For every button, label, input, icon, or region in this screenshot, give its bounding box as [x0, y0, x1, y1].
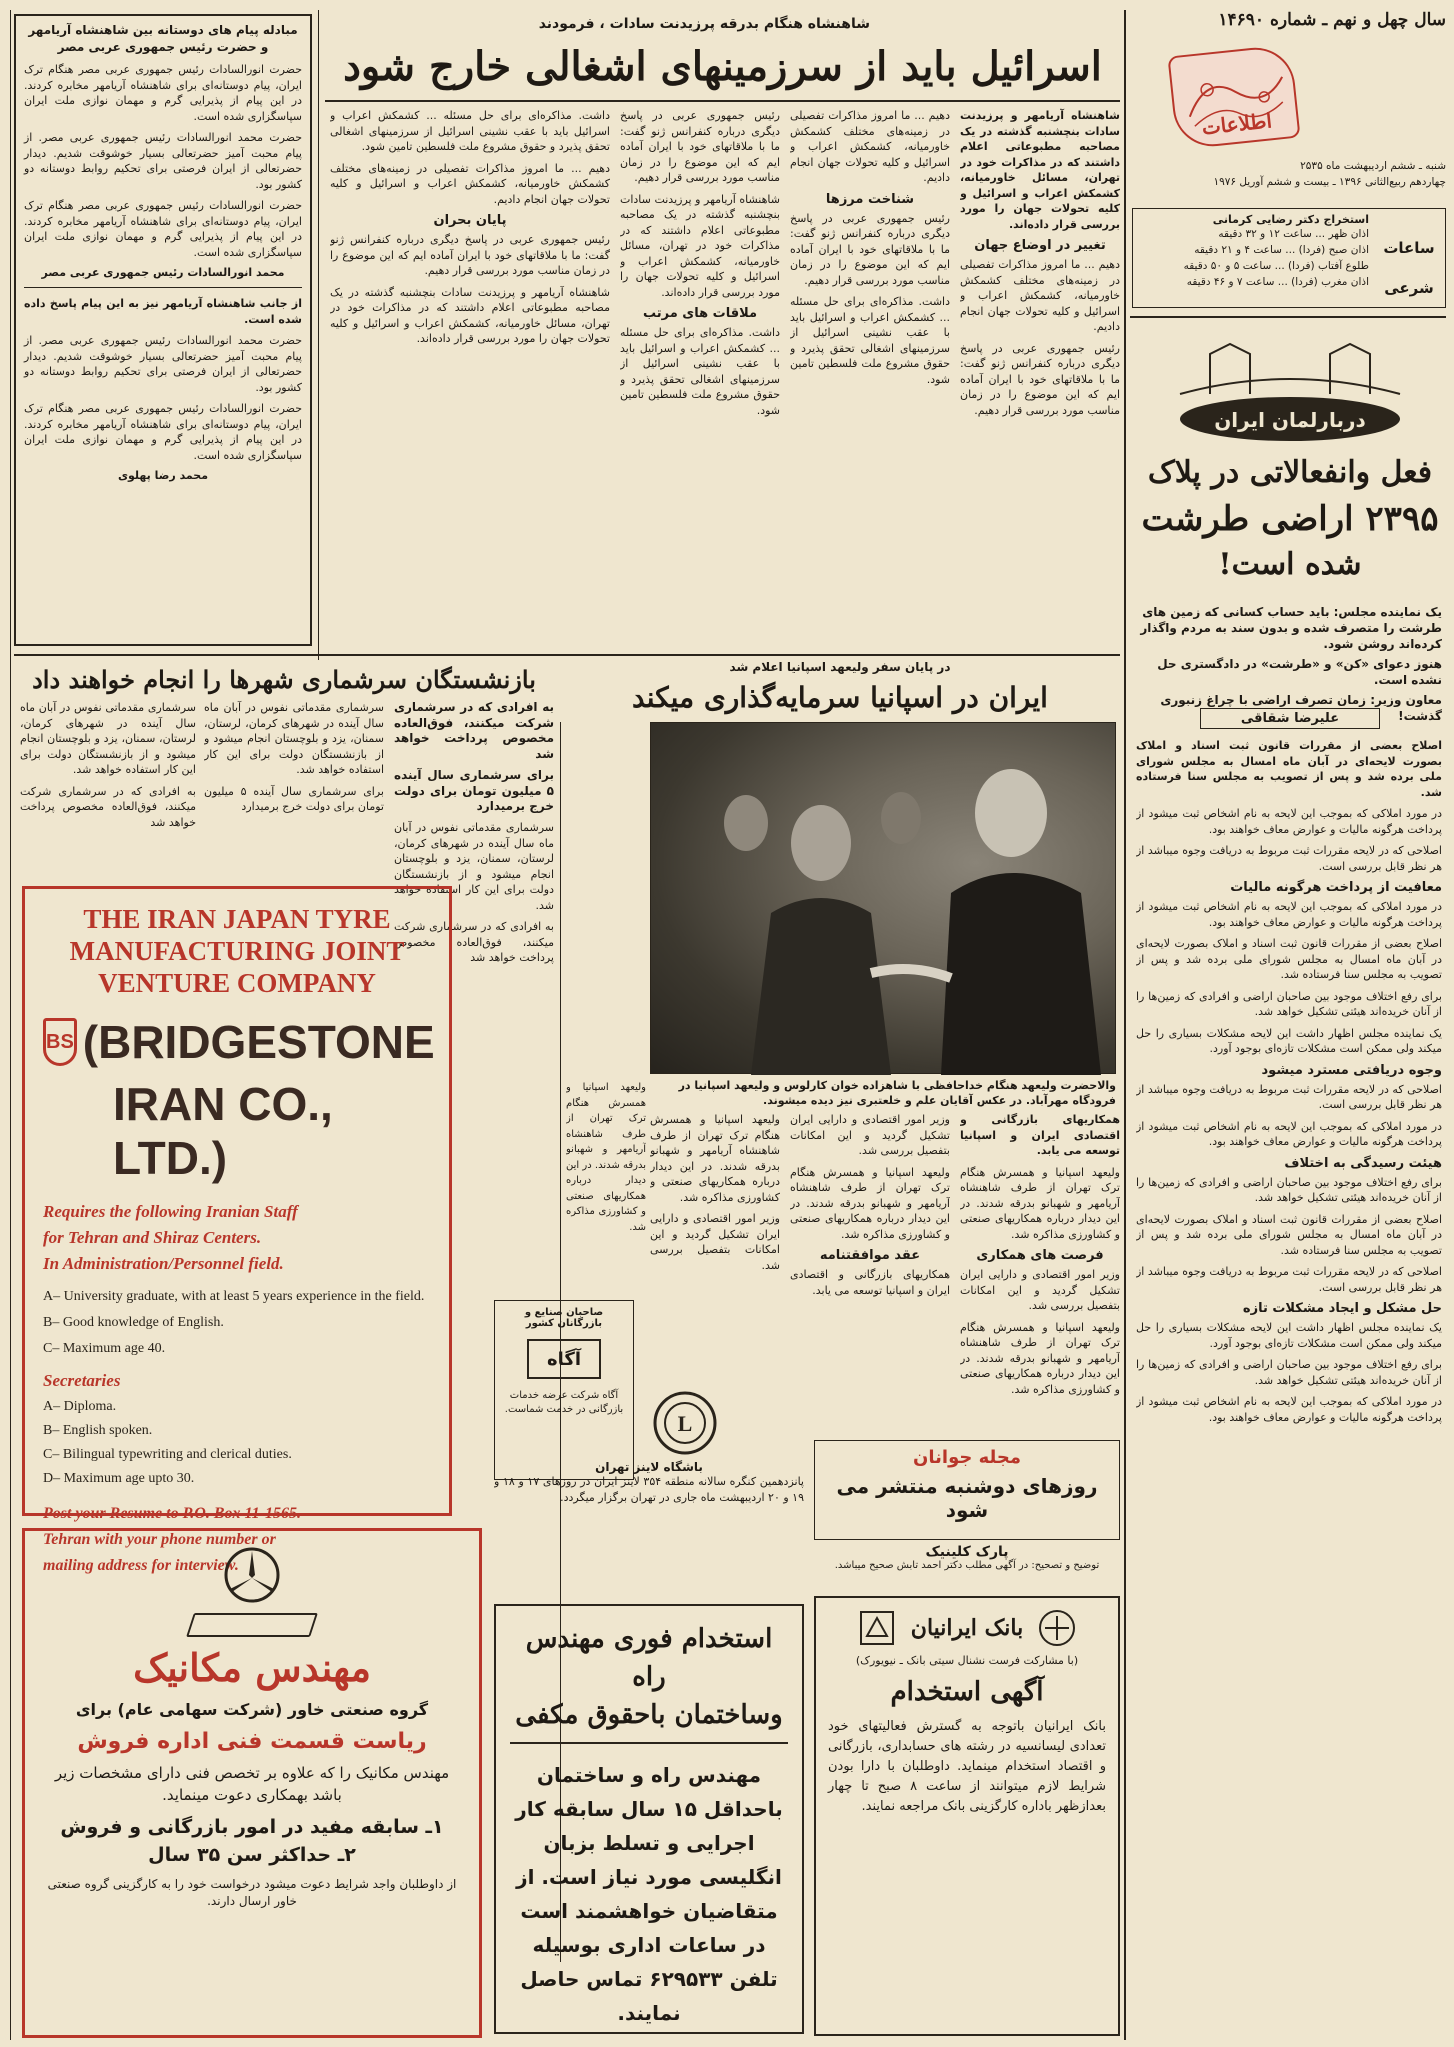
mechanical-engineer-ad [22, 1528, 482, 2038]
parliament-body-4c: اصلاحی که در لایحه مقررات ثبت مربوط به دریافت وجوه میباشد از هر نظر قابل بررسی است. [1136, 1265, 1442, 1294]
ad-requires-2: for Tehran and Shiraz Centers. [43, 1228, 262, 1247]
parliament-body-4: برای رفع اختلاف موجود بین صاحبان اراضی و افرادی که زمین‌ها را از آنان خریده‌اند هیئتی تشکیل خواهد شد. [1136, 1175, 1442, 1204]
ad-line-2: MANUFACTURING JOINT [69, 936, 405, 966]
road-headline-2: وساختمان باحقوق مکفی [510, 1696, 788, 1744]
parliament-sub-2: وجوه دریافتی مسترد میشود [1261, 1062, 1442, 1078]
parliament-body-5b: برای رفع اختلاف موجود بین صاحبان اراضی و افرادی که زمین‌ها را از آنان خریده‌اند هیئتی تشکیل خواهد شد. [1136, 1358, 1442, 1387]
lions-logo [652, 1390, 718, 1456]
mech-headline: مهندس مکانیک [133, 1645, 371, 1690]
bank-body: بانک ایرانیان باتوجه به گسترش فعالیتهای خود تعدادی لیسانسیه در رشته های حسابداری، بازرگانی و اقتصاد استخدام مینماید. داوطلبان با دارا بودن شرایط لازم میتوانند از ساعت ۸ صبح تا چهار بعدازظهر باداره کارگزینی بانک مراجعه نمایند. [828, 1719, 1106, 1814]
magazine-ad [814, 1440, 1120, 1540]
pensioners-body: سرشماری مقدماتی نفوس در آبان ماه سال آینده در شهرهای کرمان، لرستان، سمنان، یزد و بلوچستان انجام میشود و از بازنشستگان دولت برای این کار استفاده خواهد شد. [204, 701, 384, 776]
ad-req-c: C– Maximum age 40. [43, 1341, 166, 1356]
mech-footer: از داوطلبان واجد شرایط دعوت میشود درخواست خود را به کارگزینی گروه صنعتی خاور ارسال دارند. [47, 1877, 457, 1908]
prayer-label-bottom: شرعی [1384, 279, 1434, 297]
main-story-col-1 [960, 108, 1120, 658]
pensioners-body-e: سرشماری مقدماتی نفوس در آبان ماه سال آینده در شهرهای کرمان، لرستان، سمنان، یزد و بلوچستان انجام میشود و از بازنشستگان دولت برای این کار استفاده خواهد شد. [394, 821, 554, 912]
ad-req-a: A– University graduate, with at least 5 years experience in the field. [43, 1289, 425, 1304]
aga-logo [527, 1339, 601, 1379]
ad-post-1: Post your Resume to P.O. Box 11-1565. [43, 1505, 301, 1522]
aga-title: صاحبان صنایع و بازرگانان کشور [524, 1307, 604, 1329]
message-box [14, 14, 312, 646]
main-subhead-b: شناخت مرزها [825, 191, 915, 207]
prayer-row: اذان ظهر ... ساعت ۱۲ و ۳۲ دقیقه [1218, 228, 1369, 240]
parliament-sub-1: معافیت از پرداخت هرگونه مالیات [1230, 880, 1442, 895]
aga-ad [494, 1300, 634, 1480]
spain-kicker: در پایان سفر ولیعهد اسپانیا اعلام شد [729, 660, 951, 674]
truck-emblem-icon [186, 1613, 318, 1637]
bank-ad [814, 1596, 1120, 2036]
ad-req-b: B– Good knowledge of English. [43, 1315, 224, 1330]
main-col-4-text: داشت. مذاکره‌ای برای حل مسئله ... کشمکش اعراب و اسرائیل باید با عقب نشینی اسرائیل از سرزمینهای اشغالی تحقق پذیرد و حقوق مشروع ملت فلسطین تامین شود. [330, 109, 610, 153]
spain-sub-2: عقد موافقتنامه [819, 1248, 921, 1263]
parliament-body-4b: اصلاح بعضی از مقررات قانون ثبت اسناد و املاک بصورت لایحه‌ای در آبان ماه امسال به مجلس شورای ملی برده شد و پس از تصویب به مجلس سنا فرستاده شد. [1136, 1212, 1442, 1257]
masthead [1130, 10, 1446, 210]
ad-sec-a: A– Diploma. [43, 1399, 117, 1414]
ad-brand-2: IRAN CO., LTD.) [113, 1078, 333, 1184]
spain-col-1-text-d: ولیعهد اسپانیا و همسرش هنگام ترک تهران از طرف شاهنشاه آریامهر و شهبانو بدرقه شدند. در این دیدار درباره همکاریهای صنعتی و کشاورزی مذاکره شد. [960, 1320, 1120, 1396]
message-box-signature: محمد انورالسادات رئیس جمهوری عربی مصر [41, 266, 285, 279]
mercedes-logo [222, 1545, 282, 1605]
ad-brand: (BRIDGESTONE [82, 1016, 435, 1068]
main-col-4-text-c: رئیس جمهوری عربی در پاسخ دیگری درباره کنفرانس ژنو گفت: ما با ملاقاتهای خود با ایران آماده ایم که این موضوع را در زمان مناسب مورد بررسی قرار دهیم. [330, 233, 610, 277]
parliament-body-5c: در مورد املاکی که بموجب این لایحه به نام اشخاص ثبت میشود از پرداخت هرگونه مالیات و عوارض معاف خواهند بود. [1136, 1395, 1442, 1424]
road-engineer-ad [494, 1604, 804, 2034]
parliament-body-2b: اصلاح بعضی از مقررات قانون ثبت اسناد و املاک بصورت لایحه‌ای در آبان ماه امسال به مجلس شورای ملی برده شد و پس از تصویب به مجلس سنا فرستاده شد. [1136, 937, 1442, 981]
ad-post-2: Tehran with your phone number or [43, 1531, 276, 1548]
prayer-row: طلوع آفتاب (فردا) ... ساعت ۵ و ۵۰ دقیقه [1183, 260, 1369, 272]
spain-caption: والاحضرت ولیعهد هنگام خداحافظی با شاهزاده خوان کارلوس و ولیعهد اسپانیا در فرودگاه مهرآباد. در عکس آقایان علم و خلعتبری نیز دیده میشوند. [678, 1079, 1116, 1107]
message-box-reply-body: حضرت محمد انورالسادات رئیس جمهوری عربی مصر. از پیام محبت آمیز حضرتعالی بسیار خوشوقت شدیم. دیدار حضرتعالی از ایران فرصتی برای تحکیم روابط دوستانه دو کشور بود. [24, 334, 302, 394]
ad-sec-c: C– Bilingual typewriting and clerical duties. [43, 1447, 292, 1462]
date-line-1: شنبه ـ ششم اردیبهشت ماه ۲۵۳۵ [1300, 160, 1446, 172]
main-col-1-text-c: رئیس جمهوری عربی در پاسخ دیگری درباره کنفرانس ژنو گفت: ما با ملاقاتهای خود با ایران آماده ایم که این موضوع را در زمان مناسب مورد بررسی قرار دهیم. [960, 341, 1120, 417]
bank-headline: آگهی استخدام [890, 1677, 1044, 1707]
main-story-col-3 [620, 108, 780, 658]
main-col-4-text-b: دهیم ... ما امروز مذاکرات تفصیلی در زمینه‌های مختلف کشمکش خاورمیانه، کشمکش اعراب و اسرائیل و کلیه تحولات جهان انجام دادیم. [330, 161, 610, 206]
bs-logo-icon [43, 1018, 77, 1066]
handshake-photo-icon [651, 723, 1117, 1075]
masthead-logo [1167, 44, 1300, 150]
parliament-bullet-3: معاون وزیر: زمان تصرف اراضی با چراغ زنبوری گذشت! [1160, 693, 1442, 723]
main-col-3-text-c: داشت. مذاکره‌ای برای حل مسئله ... کشمکش اعراب و اسرائیل باید با عقب نشینی اسرائیل از سرزمینهای اشغالی تحقق پذیرد و حقوق مشروع ملت فلسطین تامین شود. [620, 326, 780, 417]
parliament-sub-4: حل مشکل و ایجاد مشکلات تازه [1242, 1301, 1442, 1316]
main-col-2-text: دهیم ... ما امروز مذاکرات تفصیلی در زمینه‌های مختلف کشمکش خاورمیانه، کشمکش اعراب و اسرائیل و کلیه تحولات جهان انجام دادیم. [790, 109, 950, 184]
parliament-banner-label: دربارلمان ایران [1214, 408, 1366, 432]
ad-secretaries: Secretaries [43, 1371, 121, 1390]
pensioners-body-d: به افرادی که در سرشماری شرکت میکنند، فوق‌العاده مخصوص پرداخت خواهد شد [20, 784, 196, 829]
bank-name: بانک ایرانیان [910, 1615, 1024, 1641]
message-box-body-2: حضرت محمد انورالسادات رئیس جمهوری عربی مصر. از پیام محبت آمیز حضرتعالی بسیار خوشوقت شدیم. دیدار حضرتعالی از ایران فرصتی برای تحکیم روابط دوستانه دو کشور بود. [24, 131, 302, 191]
clinic-title: پارک کلینیک [925, 1544, 1009, 1560]
spain-col-1-text-b: ولیعهد اسپانیا و همسرش هنگام ترک تهران از طرف شاهنشاه آریامهر و شهبانو بدرقه شدند. در این دیدار درباره همکاریهای صنعتی و کشاورزی مذاکره شد. [960, 1165, 1120, 1241]
lions-club-icon [652, 1390, 718, 1456]
spain-headline: ایران در اسپانیا سرمایه‌گذاری میکند [632, 681, 1048, 714]
logo-wordmark: اطلاعات [1200, 108, 1274, 140]
spain-col-4-text: ولیعهد اسپانیا و همسرش هنگام ترک تهران از طرف شاهنشاه آریامهر و شهبانو بدرقه شدند. در این دیدار درباره همکاریهای صنعتی و کشاورزی مذاکره شد. [566, 1082, 646, 1233]
message-box-body-3: حضرت انورالسادات رئیس جمهوری عربی مصر هنگام ترک ایران، پیام دوستانه‌ای برای شاهنشاه آریامهر مخابره کردند. در این پیام از پذیرایی گرم و مهمان نوازی ملت ایران سپاسگزاری شده است. [24, 199, 302, 259]
parliament-body-3: اصلاحی که در لایحه مقررات ثبت مربوط به دریافت وجوه میباشد از هر نظر قابل بررسی است. [1136, 1082, 1442, 1111]
svg-text:L: L [677, 1411, 693, 1436]
spain-col-2-text-b: ولیعهد اسپانیا و همسرش هنگام ترک تهران از طرف شاهنشاه آریامهر و شهبانو بدرقه شدند. در این دیدار درباره همکاریهای صنعتی و کشاورزی مذاکره شد. [790, 1165, 950, 1241]
lions-body: پانزدهمین کنگره سالانه منطقه ۳۵۴ لاینز ایران در روزهای ۱۷ و ۱۸ و ۱۹ و ۲۰ اردیبهشت ماه جاری در تهران برگزار میگردد. [494, 1475, 804, 1504]
ad-post-3: mailing address for interview. [43, 1557, 239, 1574]
main-col-1-text-b: دهیم ... ما امروز مذاکرات تفصیلی در زمینه‌های مختلف کشمکش خاورمیانه، کشمکش اعراب و اسرائیل و کلیه تحولات جهان انجام دادیم. [960, 258, 1120, 333]
parliament-byline: علیرضا شقاقی [1200, 708, 1380, 729]
ad-sec-b: B– English spoken. [43, 1423, 153, 1438]
message-box-title: مبادله پیام های دوستانه بین شاهنشاه آریامهر و حضرت رئیس جمهوری عربی مصر [28, 23, 298, 54]
parliament-headline-1: فعل وانفعالاتی در پلاک [1147, 455, 1433, 490]
pensioners-bullet-1: به افرادی که در سرشماری شرکت میکنند، فوق‌العاده مخصوص پرداخت خواهد شد [394, 700, 554, 761]
parliament-body-2d: یک نماینده مجلس اظهار داشت این لایحه مشکلات بسیاری را حل میکند ولی ممکن است مشکلات تازه‌ای بوجود آورد. [1136, 1026, 1442, 1055]
spain-col-1-text-c: وزیر امور اقتصادی و دارایی ایران تشکیل گردید و این امکانات بتفصیل بررسی شد. [960, 1268, 1120, 1312]
spain-col-3-text-b: وزیر امور اقتصادی و دارایی ایران تشکیل گردید و این امکانات بتفصیل بررسی شد. [650, 1212, 780, 1272]
spain-col-2-text-c: همکاریهای بازرگانی و اقتصادی ایران و اسپانیا توسعه می یابد. [790, 1268, 950, 1297]
main-subhead-c: ملاقات های مرتب [642, 306, 758, 321]
road-body: مهندس راه و ساختمان باحداقل ۱۵ سال سابقه کار اجرایی و تسلط بزبان انگلیسی مورد نیاز است. از متقاضیان خواهشمند است در ساعات اداری بوسیله تلفن ۶۲۹۵۳۳ تماس حاصل نمایند. [515, 1763, 783, 2025]
ad-field: In Administration/Personnel field. [43, 1254, 284, 1273]
parliament-body-2: در مورد املاکی که بموجب این لایحه به نام اشخاص ثبت میشود از پرداخت هرگونه مالیات و عوارض معاف خواهند بود. [1136, 900, 1442, 929]
main-col-3-text-b: شاهنشاه آریامهر و پرزیدنت سادات بنچشنبه گذشته در یک مصاحبه مطبوعاتی اعلام داشتند که در مذاکرات خود در تهران، مسائل خاورمیانه، کشمکش اعراب و اسرائیل و کلیه تحولات جهان را مورد بررسی قرار داده‌اند. [620, 192, 780, 299]
mech-req-2: ۲ـ حداکثر سن ۳۵ سال [148, 1844, 356, 1866]
magazine-body: روزهای دوشنبه منتشر می شود [836, 1474, 1098, 1522]
citibank-emblem-icon [857, 1608, 897, 1648]
parliament-body-5: یک نماینده مجلس اظهار داشت این لایحه مشکلات بسیاری را حل میکند ولی ممکن است مشکلات تازه‌ای بوجود آورد. [1136, 1321, 1442, 1350]
spain-col-3-text: ولیعهد اسپانیا و همسرش هنگام ترک تهران از طرف شاهنشاه آریامهر و شهبانو بدرقه شدند. در این دیدار درباره همکاریهای صنعتی و کشاورزی مذاکره شد. [650, 1113, 780, 1204]
prayer-times-box [1132, 208, 1446, 308]
prayer-times-title: استخراج دکتر رضایی کرمانی [1212, 213, 1369, 226]
pensioners-body-f: به افرادی که در سرشماری شرکت میکنند، فوق‌العاده مخصوص پرداخت خواهد شد [394, 920, 554, 964]
pensioners-body-col-2 [20, 700, 196, 870]
main-col-3-text: رئیس جمهوری عربی در پاسخ دیگری درباره کنفرانس ژنو گفت: ما با ملاقاتهای خود با ایران آماده ایم که این موضوع را در زمان مناسب مورد بررسی قرار دهیم. [620, 109, 780, 184]
lions-title: باشگاه لاینز تهران [595, 1460, 703, 1474]
prayer-label-top: ساعات [1383, 239, 1435, 257]
message-box-reply-intro: از جانب شاهنشاه آریامهر نیز به این پیام پاسخ داده شده است. [24, 297, 302, 326]
parliament-headline [1134, 450, 1446, 588]
mech-line-3: مهندس مکانیک را که علاوه بر تخصص فنی دارای مشخصات زیر باشد بهمکاری دعوت مینماید. [54, 1764, 450, 1804]
magazine-title: مجله جوانان [913, 1447, 1021, 1468]
main-subhead-d: پایان بحران [433, 213, 507, 228]
mech-line-1: گروه صنعتی خاور (شرکت سهامی عام) برای [75, 1700, 429, 1719]
main-headline: اسرائیل باید از سرزمینهای اشغالی خارج شود [343, 43, 1102, 90]
main-col-1-text: شاهنشاه آریامهر و پرزیدنت سادات بنچشنبه گذشته در یک مصاحبه مطبوعاتی اعلام داشتند که در مذاکرات خود در تهران، مسائل خاورمیانه، کشمکش اعراب و اسرائیل و کلیه تحولات جهان را مورد بررسی قرار داده‌اند. [960, 109, 1120, 231]
spain-col-2-text: وزیر امور اقتصادی و دارایی ایران تشکیل گردید و این امکانات بتفصیل بررسی شد. [790, 1113, 950, 1157]
ad-line-1: THE IRAN JAPAN TYRE [83, 904, 391, 934]
prayer-row: اذان صبح (فردا) ... ساعت ۴ و ۲۱ دقیقه [1194, 244, 1369, 256]
clinic-ad [814, 1544, 1120, 1590]
parliament-headline-2: ۲۳۹۵ اراضی طرشت [1141, 499, 1439, 539]
message-box-reply-body-2: حضرت انورالسادات رئیس جمهوری عربی مصر هنگام ترک ایران، پیام دوستانه‌ای برای شاهنشاه آریامهر مخابره کردند. در این پیام از پذیرایی گرم و مهمان نوازی ملت ایران سپاسگزاری شده است. [24, 402, 302, 462]
mech-req-1: ۱ـ سابقه مفید در امور بازرگانی و فروش [60, 1816, 444, 1838]
parliament-body-1: اصلاح بعضی از مقررات قانون ثبت اسناد و املاک بصورت لایحه‌ای در آبان ماه امسال به مجلس شورای ملی برده شد و پس از تصویب به مجلس سنا فرستاده شد. [1136, 739, 1442, 799]
message-box-body: حضرت انورالسادات رئیس جمهوری عربی مصر هنگام ترک ایران، پیام دوستانه‌ای برای شاهنشاه آریامهر مخابره کردند. در این پیام از پذیرایی گرم و مهمان نوازی ملت ایران سپاسگزاری شده است. [24, 63, 302, 123]
parliament-body-1b: در مورد املاکی که بموجب این لایحه به نام اشخاص ثبت میشود از پرداخت هرگونه مالیات و عوارض معاف خواهند بود. [1136, 807, 1442, 836]
bs-logo-text: BS [46, 1030, 74, 1053]
parliament-bullet-2: هنوز دعوای «کن» و «طرشت» در دادگستری حل نشده است. [1157, 657, 1442, 687]
pensioners-bullet-2: برای سرشماری سال آینده ۵ میلیون تومان برای دولت خرج برمیدارد [394, 768, 554, 813]
lions-ad [494, 1460, 804, 1600]
pensioners-body-b: برای سرشماری سال آینده ۵ میلیون تومان برای دولت خرج برمیدارد [204, 784, 384, 813]
main-col-2-text-c: داشت. مذاکره‌ای برای حل مسئله ... کشمکش اعراب و اسرائیل باید با عقب نشینی اسرائیل از سرزمینهای اشغالی تحقق پذیرد و حقوق مشروع ملت فلسطین تامین شود. [790, 295, 950, 386]
pensioners-body-col-1 [204, 700, 384, 870]
clinic-body: توضیح و تصحیح: در آگهی مطلب دکتر احمد تابش صحیح میباشد. [834, 1560, 1100, 1571]
parliament-bullet-1: یک نماینده مجلس: باید حساب کسانی که زمین های طرشت را متصرف شده و بدون سند به مردم واگذار کرده‌اند روشن شود. [1140, 605, 1442, 651]
ad-line-3: VENTURE COMPANY [98, 968, 376, 998]
aga-body: آگاه شرکت عرضه خدمات بازرگانی در خدمت شماست. [504, 1390, 624, 1415]
main-col-4-text-d: شاهنشاه آریامهر و پرزیدنت سادات بنچشنبه گذشته در یک مصاحبه مطبوعاتی اعلام داشتند که در مذاکرات خود در تهران، مسائل خاورمیانه، کشمکش اعراب و اسرائیل و کلیه تحولات جهان را مورد بررسی قرار داده‌اند. [330, 285, 610, 345]
bridgestone-ad [22, 886, 452, 1574]
main-story-col-4 [330, 108, 610, 658]
parliament-sub-3: هیئت رسیدگی به اختلاف [1284, 1155, 1442, 1171]
bank-partner: (با مشارکت فرست نشنال سیتی بانک ـ نیویورک) [855, 1654, 1079, 1667]
spain-col-1-text: همکاریهای بازرگانی و اقتصادی ایران و اسپانیا توسعه می یابد. [960, 1113, 1120, 1157]
road-headline-1: استخدام فوری مهندس راه [525, 1624, 773, 1692]
main-col-2-text-b: رئیس جمهوری عربی در پاسخ دیگری درباره کنفرانس ژنو گفت: ما با ملاقاتهای خود با ایران آماده ایم که این موضوع را در زمان مناسب مورد بررسی قرار دهیم. [790, 211, 950, 287]
top-strip-kicker: شاهنشاه هنگام بدرقه پرزیدنت سادات ، فرمودند [538, 16, 870, 32]
pensioners-headline: بازنشستگان سرشماری شهرها را انجام خواهند داد [32, 665, 536, 694]
parliament-body-1c: اصلاحی که در لایحه مقررات ثبت مربوط به دریافت وجوه میباشد از هر نظر قابل بررسی است. [1136, 844, 1442, 873]
parliament-body [1136, 738, 1442, 2034]
pensioners-bullets [394, 700, 554, 821]
pensioners-body-c: سرشماری مقدماتی نفوس در آبان ماه سال آینده در شهرهای کرمان، لرستان، سمنان، یزد و بلوچستان انجام میشود و از بازنشستگان دولت برای این کار استفاده خواهد شد. [20, 701, 196, 776]
prayer-row: اذان مغرب (فردا) ... ساعت ۷ و ۴۶ دقیقه [1186, 276, 1369, 288]
bank-emblem-icon [1037, 1608, 1077, 1648]
spain-photo [650, 722, 1116, 1074]
parliament-headline-3: شده است! [1218, 547, 1362, 582]
issue-number: سال چهل و نهم ـ شماره ۱۴۶۹۰ [1218, 10, 1446, 30]
message-box-reply-signature: محمد رضا پهلوی [117, 469, 209, 482]
ad-requires-1: Requires the following Iranian Staff [43, 1202, 298, 1221]
mech-line-2: ریاست قسمت فنی اداره فروش [77, 1729, 427, 1754]
parliament-body-2c: برای رفع اختلاف موجود بین صاحبان اراضی و افرادی که زمین‌ها را از آنان خریده‌اند هیئتی تشکیل خواهد شد. [1136, 989, 1442, 1018]
mercedes-star-icon [222, 1545, 282, 1605]
main-story-col-2 [790, 108, 950, 658]
parliament-body-3b: در مورد املاکی که بموجب این لایحه به نام اشخاص ثبت میشود از پرداخت هرگونه مالیات و عوارض معاف خواهند بود. [1136, 1119, 1442, 1148]
date-line-2: چهاردهم ربیع‌الثانی ۱۳۹۶ ـ بیست و ششم آوریل ۱۹۷۶ [1213, 176, 1446, 188]
ad-sec-d: D– Maximum age upto 30. [43, 1471, 195, 1486]
main-subhead-a: تغییر در اوضاع جهان [974, 238, 1106, 253]
spain-sub-1: فرصت های همکاری [976, 1248, 1104, 1263]
parliament-banner [1140, 324, 1440, 444]
aga-logo-text: آگاه [546, 1348, 582, 1370]
